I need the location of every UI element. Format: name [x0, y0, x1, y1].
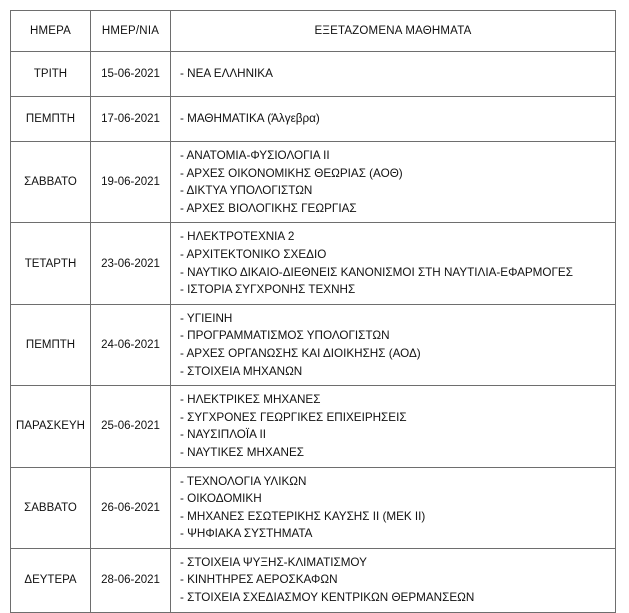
subject-line: - ΑΡΧΕΣ ΒΙΟΛΟΓΙΚΗΣ ΓΕΩΡΓΙΑΣ	[180, 201, 357, 215]
subject-line: - ΣΤΟΙΧΕΙΑ ΨΥΞΗΣ-ΚΛΙΜΑΤΙΣΜΟΥ	[180, 555, 367, 569]
cell-subjects	[171, 223, 616, 304]
table-header	[11, 11, 616, 52]
cell-date: 19-06-2021	[91, 142, 171, 223]
cell-date: 28-06-2021	[91, 548, 171, 612]
subject-line: - ΙΣΤΟΡΙΑ ΣΥΓΧΡΟΝΗΣ ΤΕΧΝΗΣ	[180, 283, 356, 297]
exam-schedule-table	[10, 10, 616, 613]
subject-line: - ΔΙΚΤΥΑ ΥΠΟΛΟΓΙΣΤΩΝ	[180, 184, 313, 198]
cell-date: 26-06-2021	[91, 467, 171, 548]
column-header-subjects: ΕΞΕΤΑΖΟΜΕΝΑ ΜΑΘΗΜΑΤΑ	[171, 11, 616, 52]
subject-line: - ΝΑΥΤΙΚΕΣ ΜΗΧΑΝΕΣ	[180, 445, 304, 459]
subject-line: - ΑΡΧΕΣ ΟΙΚΟΝΟΜΙΚΗΣ ΘΕΩΡΙΑΣ (ΑΟΘ)	[180, 166, 403, 180]
subject-line: - ΝΕΑ ΕΛΛΗΝΙΚΑ	[180, 67, 273, 81]
subject-line: - ΥΓΙΕΙΝΗ	[180, 311, 233, 325]
subject-line: - ΣΥΓΧΡΟΝΕΣ ΓΕΩΡΓΙΚΕΣ ΕΠΙΧΕΙΡΗΣΕΙΣ	[180, 410, 407, 424]
table-header-row	[11, 11, 616, 52]
column-header-date: ΗΜΕΡ/ΝΙΑ	[91, 11, 171, 52]
subject-line: - ΠΡΟΓΡΑΜΜΑΤΙΣΜΟΣ ΥΠΟΛΟΓΙΣΤΩΝ	[180, 329, 390, 343]
table-row	[11, 304, 616, 385]
table-row	[11, 97, 616, 142]
table-row	[11, 386, 616, 467]
cell-day: ΠΕΜΠΤΗ	[11, 304, 91, 385]
subject-line: - ΝΑΥΤΙΚΟ ΔΙΚΑΙΟ-ΔΙΕΘΝΕΙΣ ΚΑΝΟΝΙΣΜΟΙ ΣΤΗ ΝΑΥΤΙΛΙΑ-ΕΦΑΡΜΟΓΕΣ	[180, 265, 573, 279]
cell-day: ΔΕΥΤΕΡΑ	[11, 548, 91, 612]
column-header-day: ΗΜΕΡΑ	[11, 11, 91, 52]
subject-line: - ΗΛΕΚΤΡΟΤΕΧΝΙΑ 2	[180, 230, 295, 244]
subject-line: - ΑΡΧΙΤΕΚΤΟΝΙΚΟ ΣΧΕΔΙΟ	[180, 247, 327, 261]
subject-line: - ΤΕΧΝΟΛΟΓΙΑ ΥΛΙΚΩΝ	[180, 474, 307, 488]
cell-date: 15-06-2021	[91, 52, 171, 97]
subject-line: - ΟΙΚΟΔΟΜΙΚΗ	[180, 492, 262, 506]
cell-subjects	[171, 142, 616, 223]
cell-day: ΠΑΡΑΣΚΕΥΗ	[11, 386, 91, 467]
subject-line: - ΣΤΟΙΧΕΙΑ ΜΗΧΑΝΩΝ	[180, 364, 303, 378]
table-row	[11, 548, 616, 612]
subject-line: - ΜΗΧΑΝΕΣ ΕΣΩΤΕΡΙΚΗΣ ΚΑΥΣΗΣ ΙΙ (ΜΕΚ ΙΙ)	[180, 509, 426, 523]
cell-subjects	[171, 386, 616, 467]
subject-line: - ΣΤΟΙΧΕΙΑ ΣΧΕΔΙΑΣΜΟΥ ΚΕΝΤΡΙΚΩΝ ΘΕΡΜΑΝΣΕΩΝ	[180, 591, 475, 605]
cell-subjects	[171, 97, 616, 142]
cell-date: 17-06-2021	[91, 97, 171, 142]
cell-day: ΣΑΒΒΑΤΟ	[11, 467, 91, 548]
table-body	[11, 52, 616, 613]
subject-line: - ΑΡΧΕΣ ΟΡΓΑΝΩΣΗΣ ΚΑΙ ΔΙΟΙΚΗΣΗΣ (ΑΟΔ)	[180, 346, 421, 360]
table-row	[11, 142, 616, 223]
cell-day: ΣΑΒΒΑΤΟ	[11, 142, 91, 223]
cell-date: 24-06-2021	[91, 304, 171, 385]
cell-subjects	[171, 52, 616, 97]
cell-subjects	[171, 467, 616, 548]
subject-line: - ΜΑΘΗΜΑΤΙΚΑ (Άλγεβρα)	[180, 112, 320, 126]
cell-subjects	[171, 304, 616, 385]
cell-day: ΠΕΜΠΤΗ	[11, 97, 91, 142]
cell-day: ΤΡΙΤΗ	[11, 52, 91, 97]
cell-day: ΤΕΤΑΡΤΗ	[11, 223, 91, 304]
subject-line: - ΝΑΥΣΙΠΛΟΪΑ ΙΙ	[180, 428, 267, 442]
subject-line: - ΗΛΕΚΤΡΙΚΕΣ ΜΗΧΑΝΕΣ	[180, 393, 321, 407]
table-row	[11, 467, 616, 548]
subject-line: - ΚΙΝΗΤΗΡΕΣ ΑΕΡΟΣΚΑΦΩΝ	[180, 573, 338, 587]
table-row	[11, 223, 616, 304]
cell-date: 25-06-2021	[91, 386, 171, 467]
table-row	[11, 52, 616, 97]
cell-date: 23-06-2021	[91, 223, 171, 304]
subject-line: - ΨΗΦΙΑΚΑ ΣΥΣΤΗΜΑΤΑ	[180, 527, 313, 541]
subject-line: - ΑΝΑΤΟΜΙΑ-ΦΥΣΙΟΛΟΓΙΑ ΙΙ	[180, 149, 330, 162]
cell-subjects	[171, 548, 616, 612]
